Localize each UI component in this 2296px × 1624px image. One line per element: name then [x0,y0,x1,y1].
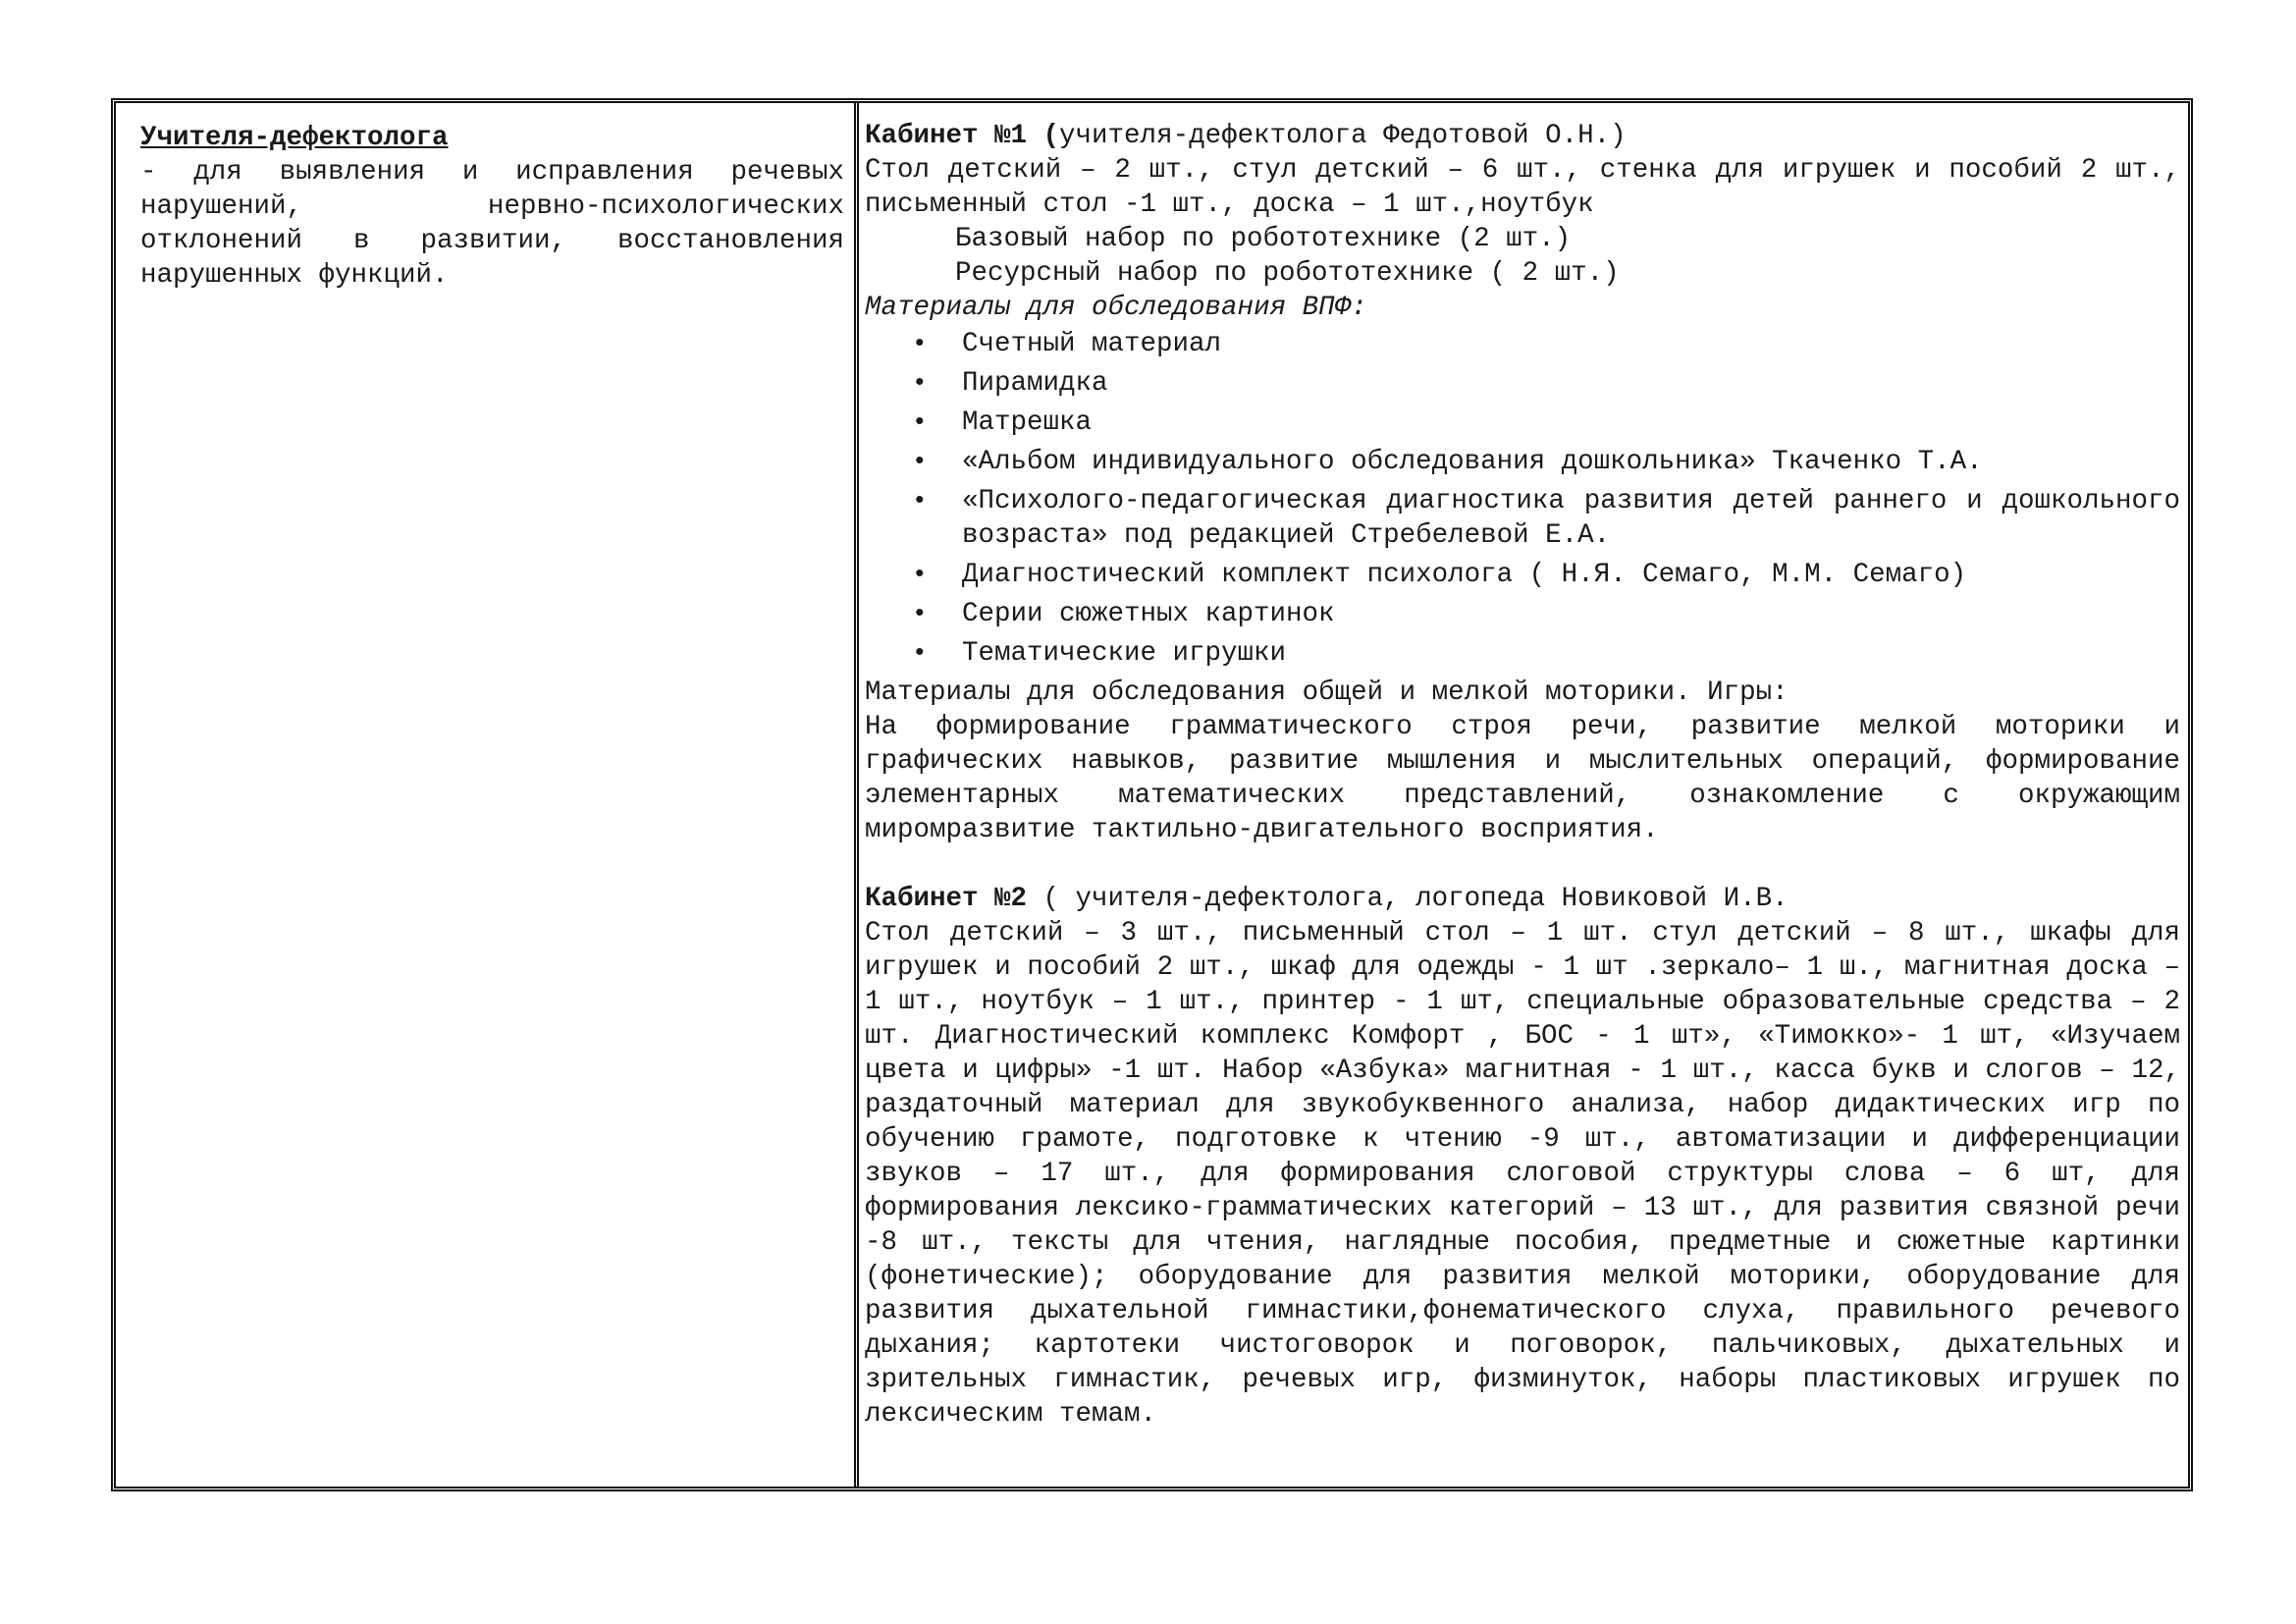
list-item: • Тематические игрушки [912,638,1287,669]
list-item: • Матрешка [912,407,1093,438]
cabinet1-robotics-resource: Ресурсный набор по робототехнике ( 2 шт.) [955,258,1620,289]
cabinet1-heading-owner: учителя-дефектолога Федотовой О.Н.) [1059,121,1627,151]
cabinet1-heading-line [865,119,2180,153]
cabinet1-games: На формирование грамматического строя речи, развитие мелкой моторики и графических навыков, развитие мышления и мыслительных операций, формирование элементарных математических представлений, ознакомление с окружающим миромразвитие тактильно-двигательного восприятия. [865,712,2180,845]
cabinet1-materials-list [865,327,2180,671]
cabinet2-equipment: Стол детский – 3 шт., письменный стол – 1 шт. стул детский – 8 шт., шкафы для игрушек и пособий 2 шт., шкаф для одежды - 1 шт .зеркало– 1 ш., магнитная доска – 1 шт., ноутбук – 1 шт., принтер - 1 шт, специальные образовательные средства – 2 шт. Диагностический комплекс Комфорт , БОС - 1 шт», «Тимокко»- 1 шт, «Изучаем цвета и цифры» -1 шт. Набор «Азбука» магнитная - 1 шт., касса букв и слогов – 12, раздаточный материал для звукобуквенного анализа, набор дидактических игр по обучению грамоте, подготовке к чтению -9 шт., автоматизации и дифференциации звуков – 17 шт., для формирования слоговой структуры слова – 6 шт, для формирования лексико-грамматических категорий – 13 шт., для развития связной речи -8 шт., тексты для чтения, наглядные пособия, предметные и сюжетные картинки (фонетические); оборудование для развития мелкой моторики, оборудование для развития дыхательной гимнастики,фонематического слуха, правильного речевого дыхания; картотеки чистоговорок и поговорок, пальчиковых, дыхательных и зрительных гимнастик, речевых игр, физминуток, наборы пластиковых игрушек по лексическим темам. [865,918,2180,1430]
cabinet2-heading: Кабинет №2 [865,884,1028,914]
list-item: • «Альбом индивидуального обследования дошкольника» Ткаченко Т.А. [912,447,1983,477]
bullet-icon: • [912,560,928,589]
list-item: • Серии сюжетных картинок [912,599,1335,629]
list-item: • Счетный материал [912,329,1222,359]
list-item: • «Психолого-педагогическая диагностика развития детей раннего и дошкольного возраста» под редакцией Стребелевой Е.А. [912,486,2180,551]
cabinet2-heading-line [865,882,2180,916]
cabinet1-robotics-basic: Базовый набор по робототехнике (2 шт.) [955,224,1572,254]
equipment-table [111,98,2193,1491]
cabinet2-heading-owner: ( учителя-дефектолога, логопеда Новиковой И.В. [1027,884,1789,914]
cabinet1-heading: Кабинет №1 ( [865,121,1060,151]
spacer [865,847,2180,882]
bullet-icon: • [912,599,928,628]
list-item: • Пирамидка [912,368,1108,399]
cabinet1-motor-materials: Материалы для обследования общей и мелкой моторики. Игры: [865,677,1789,708]
bullet-icon: • [912,407,928,437]
cabinets-column [859,103,2188,1487]
specialist-title: Учителя-дефектолога [140,123,449,153]
bullet-icon: • [912,329,928,358]
list-item: • Диагностический комплект психолога ( Н.Я. Семаго, М.М. Семаго) [912,560,1967,590]
bullet-icon: • [912,447,928,476]
cabinet1-equipment: Стол детский – 2 шт., стул детский – 6 шт., стенка для игрушек и пособий 2 шт., письменный стол -1 шт., доска – 1 шт.,ноутбук [865,155,2180,220]
specialist-description: - для выявления и исправления речевых нарушений, нервно-психологических отклонений в развитии, восстановления нарушенных функций. [140,157,844,291]
bullet-icon: • [912,486,928,515]
bullet-icon: • [912,368,928,398]
specialist-column [116,103,859,1487]
bullet-icon: • [912,638,928,668]
cabinet1-materials-heading: Материалы для обследования ВПФ: [865,293,1367,323]
